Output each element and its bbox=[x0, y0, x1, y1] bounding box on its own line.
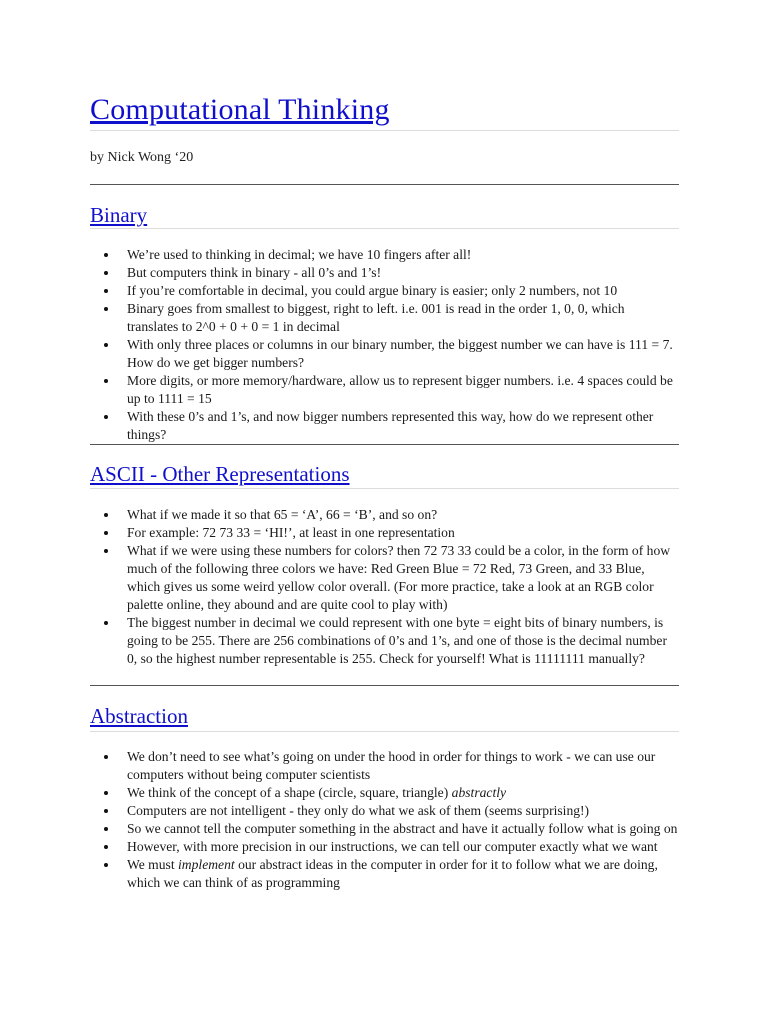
ascii-bullet-list bbox=[90, 506, 679, 668]
list-item: But computers think in binary - all 0’s and 1’s! bbox=[127, 264, 679, 282]
emphasis-text: implement bbox=[178, 857, 235, 872]
section-heading-ascii[interactable]: ASCII - Other Representations bbox=[90, 462, 350, 486]
heading-underline-divider bbox=[90, 731, 679, 732]
abstraction-bullet-list bbox=[90, 748, 679, 892]
list-item: Computers are not intelligent - they only do what we ask of them (seems surprising!) bbox=[127, 802, 679, 820]
list-item: What if we made it so that 65 = ‘A’, 66 = ‘B’, and so on? bbox=[127, 506, 679, 524]
emphasis-text: abstractly bbox=[451, 785, 507, 800]
section-divider bbox=[90, 685, 679, 686]
list-item: We don’t need to see what’s going on under the hood in order for things to work - we can use our computers without being computer scientists bbox=[127, 748, 679, 784]
list-item: Binary goes from smallest to biggest, right to left. i.e. 001 is read in the order 1, 0, 0, which translates to 2^0 + 0 + 0 = 1 in decimal bbox=[127, 300, 679, 336]
list-item-text: our abstract ideas in the computer in order for it to follow what we are doing, which we can think of as programming bbox=[127, 857, 658, 890]
list-item: However, with more precision in our instructions, we can tell our computer exactly what we want bbox=[127, 838, 679, 856]
author-byline: by Nick Wong ‘20 bbox=[90, 150, 194, 165]
section-divider bbox=[90, 444, 679, 445]
list-item bbox=[127, 784, 679, 802]
list-item-text: We think of the concept of a shape (circle, square, triangle) bbox=[127, 785, 449, 800]
document-title[interactable]: Computational Thinking bbox=[90, 93, 390, 126]
list-item: With only three places or columns in our binary number, the biggest number we can have is 111 = 7. How do we get bigger numbers? bbox=[127, 336, 679, 372]
list-item: So we cannot tell the computer something in the abstract and have it actually follow what is going on bbox=[127, 821, 678, 836]
heading-underline-divider bbox=[90, 228, 679, 229]
list-item: We’re used to thinking in decimal; we have 10 fingers after all! bbox=[127, 246, 679, 264]
list-item bbox=[127, 856, 679, 892]
list-item: If you’re comfortable in decimal, you could argue binary is easier; only 2 numbers, not 10 bbox=[127, 282, 679, 300]
list-item: The biggest number in decimal we could represent with one byte = eight bits of binary numbers, is going to be 255. There are 256 combinations of 0’s and 1’s, and one of those is the decimal number 0, so the highest number representable is 255. Check for yourself! What is 11111111 manually? bbox=[127, 614, 679, 668]
list-item: More digits, or more memory/hardware, allow us to represent bigger numbers. i.e. 4 spaces could be up to 1111 = 15 bbox=[127, 372, 679, 408]
list-item: What if we were using these numbers for colors? then 72 73 33 could be a color, in the form of how much of the following three colors we have: Red Green Blue = 72 Red, 73 Green, and 33 Blue, which gives us some weird yellow color overall. (For more practice, take a look at an RGB color palette online, they abound and are quite cool to play with) bbox=[127, 542, 679, 614]
title-divider bbox=[90, 130, 679, 131]
section-heading-binary[interactable]: Binary bbox=[90, 203, 148, 227]
list-item-text: We must bbox=[127, 857, 175, 872]
list-item: For example: 72 73 33 = ‘HI!’, at least in one representation bbox=[127, 524, 679, 542]
heading-underline-divider bbox=[90, 488, 679, 489]
list-item: With these 0’s and 1’s, and now bigger numbers represented this way, how do we represent other things? bbox=[127, 408, 679, 444]
section-divider bbox=[90, 184, 679, 185]
section-heading-abstraction[interactable]: Abstraction bbox=[90, 704, 188, 728]
binary-bullet-list bbox=[90, 246, 679, 444]
